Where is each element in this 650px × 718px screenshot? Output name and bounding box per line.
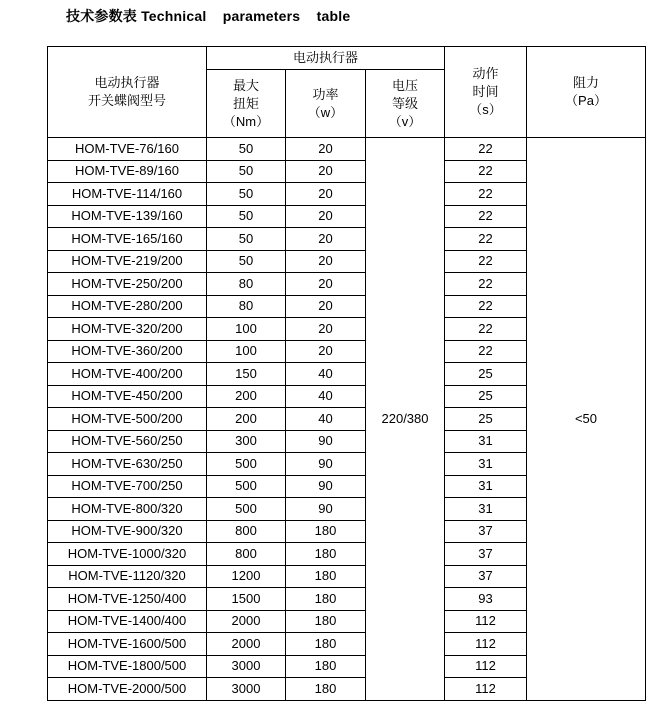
cell-model: HOM-TVE-900/320 bbox=[48, 520, 207, 543]
cell-time: 22 bbox=[445, 318, 527, 341]
header-resistance bbox=[527, 47, 646, 138]
cell-time: 31 bbox=[445, 475, 527, 498]
header-torque bbox=[207, 70, 286, 138]
cell-torque: 80 bbox=[207, 273, 286, 296]
cell-torque: 3000 bbox=[207, 655, 286, 678]
cell-model: HOM-TVE-700/250 bbox=[48, 475, 207, 498]
cell-model: HOM-TVE-1800/500 bbox=[48, 655, 207, 678]
cell-torque: 100 bbox=[207, 340, 286, 363]
cell-time: 93 bbox=[445, 588, 527, 611]
cell-time: 31 bbox=[445, 453, 527, 476]
cell-model: HOM-TVE-400/200 bbox=[48, 363, 207, 386]
cell-model: HOM-TVE-89/160 bbox=[48, 160, 207, 183]
cell-power: 20 bbox=[286, 160, 366, 183]
cell-time: 22 bbox=[445, 205, 527, 228]
cell-time: 31 bbox=[445, 430, 527, 453]
cell-power: 20 bbox=[286, 205, 366, 228]
cell-time: 22 bbox=[445, 340, 527, 363]
cell-model: HOM-TVE-560/250 bbox=[48, 430, 207, 453]
cell-time: 37 bbox=[445, 520, 527, 543]
cell-power: 20 bbox=[286, 340, 366, 363]
cell-time: 112 bbox=[445, 678, 527, 701]
cell-model: HOM-TVE-1250/400 bbox=[48, 588, 207, 611]
table-body bbox=[48, 138, 646, 701]
header-time-line-3: （s） bbox=[469, 102, 502, 117]
cell-torque: 500 bbox=[207, 475, 286, 498]
cell-torque: 50 bbox=[207, 160, 286, 183]
header-actuator-group: 电动执行器 bbox=[207, 47, 445, 70]
cell-model: HOM-TVE-500/200 bbox=[48, 408, 207, 431]
cell-torque: 200 bbox=[207, 385, 286, 408]
cell-time: 25 bbox=[445, 363, 527, 386]
cell-time: 22 bbox=[445, 273, 527, 296]
cell-power: 40 bbox=[286, 408, 366, 431]
cell-model: HOM-TVE-76/160 bbox=[48, 138, 207, 161]
cell-power: 20 bbox=[286, 273, 366, 296]
header-voltage-line-1: 电压 bbox=[391, 77, 418, 93]
cell-torque: 800 bbox=[207, 520, 286, 543]
header-power bbox=[286, 70, 366, 138]
cell-power: 40 bbox=[286, 363, 366, 386]
header-power-line-1: 功率 bbox=[312, 86, 339, 102]
cell-time: 25 bbox=[445, 385, 527, 408]
cell-time: 31 bbox=[445, 498, 527, 521]
cell-power: 20 bbox=[286, 295, 366, 318]
cell-time: 22 bbox=[445, 183, 527, 206]
cell-model: HOM-TVE-320/200 bbox=[48, 318, 207, 341]
cell-time: 25 bbox=[445, 408, 527, 431]
cell-torque: 50 bbox=[207, 205, 286, 228]
header-torque-line-1: 最大 bbox=[232, 77, 259, 93]
cell-power: 20 bbox=[286, 250, 366, 273]
cell-model: HOM-TVE-114/160 bbox=[48, 183, 207, 206]
cell-model: HOM-TVE-360/200 bbox=[48, 340, 207, 363]
cell-model: HOM-TVE-1120/320 bbox=[48, 565, 207, 588]
cell-model: HOM-TVE-1000/320 bbox=[48, 543, 207, 566]
cell-torque: 300 bbox=[207, 430, 286, 453]
cell-torque: 1500 bbox=[207, 588, 286, 611]
header-resistance-line-2: （Pa） bbox=[565, 93, 607, 108]
cell-time: 112 bbox=[445, 610, 527, 633]
cell-model: HOM-TVE-1600/500 bbox=[48, 633, 207, 656]
cell-model: HOM-TVE-630/250 bbox=[48, 453, 207, 476]
header-resistance-line-1: 阻力 bbox=[572, 75, 599, 90]
cell-torque: 800 bbox=[207, 543, 286, 566]
header-model-line-2: 开关蝶阀型号 bbox=[87, 93, 166, 108]
cell-voltage: 220/380 bbox=[366, 138, 445, 701]
header-time-line-2: 时间 bbox=[472, 84, 499, 99]
cell-time: 22 bbox=[445, 160, 527, 183]
cell-time: 22 bbox=[445, 250, 527, 273]
cell-model: HOM-TVE-219/200 bbox=[48, 250, 207, 273]
cell-power: 180 bbox=[286, 565, 366, 588]
cell-power: 180 bbox=[286, 588, 366, 611]
cell-model: HOM-TVE-250/200 bbox=[48, 273, 207, 296]
cell-time: 112 bbox=[445, 655, 527, 678]
cell-torque: 2000 bbox=[207, 610, 286, 633]
cell-power: 90 bbox=[286, 498, 366, 521]
cell-power: 180 bbox=[286, 678, 366, 701]
cell-power: 180 bbox=[286, 520, 366, 543]
header-time-line-1: 动作 bbox=[472, 66, 499, 81]
cell-power: 180 bbox=[286, 610, 366, 633]
table-row bbox=[48, 138, 646, 161]
cell-time: 37 bbox=[445, 565, 527, 588]
header-torque-line-2: 扭矩 bbox=[232, 95, 259, 111]
parameters-table bbox=[47, 46, 646, 701]
header-voltage bbox=[366, 70, 445, 138]
cell-model: HOM-TVE-280/200 bbox=[48, 295, 207, 318]
cell-power: 20 bbox=[286, 228, 366, 251]
cell-time: 22 bbox=[445, 228, 527, 251]
cell-torque: 3000 bbox=[207, 678, 286, 701]
cell-time: 22 bbox=[445, 138, 527, 161]
cell-power: 20 bbox=[286, 138, 366, 161]
cell-torque: 50 bbox=[207, 183, 286, 206]
cell-model: HOM-TVE-450/200 bbox=[48, 385, 207, 408]
cell-model: HOM-TVE-139/160 bbox=[48, 205, 207, 228]
cell-model: HOM-TVE-2000/500 bbox=[48, 678, 207, 701]
cell-torque: 50 bbox=[207, 228, 286, 251]
cell-power: 20 bbox=[286, 318, 366, 341]
cell-torque: 200 bbox=[207, 408, 286, 431]
cell-resistance: <50 bbox=[527, 138, 646, 701]
cell-power: 90 bbox=[286, 430, 366, 453]
header-model-line-1: 电动执行器 bbox=[94, 75, 160, 90]
cell-time: 22 bbox=[445, 295, 527, 318]
header-torque-line-3: （Nm） bbox=[222, 113, 270, 129]
page-title: 技术参数表 Technical parameters table bbox=[66, 8, 351, 24]
cell-time: 112 bbox=[445, 633, 527, 656]
header-time bbox=[445, 47, 527, 138]
cell-power: 90 bbox=[286, 475, 366, 498]
cell-power: 20 bbox=[286, 183, 366, 206]
cell-power: 180 bbox=[286, 543, 366, 566]
header-voltage-line-3: （v） bbox=[388, 113, 422, 129]
cell-power: 180 bbox=[286, 633, 366, 656]
cell-power: 40 bbox=[286, 385, 366, 408]
cell-model: HOM-TVE-1400/400 bbox=[48, 610, 207, 633]
cell-torque: 150 bbox=[207, 363, 286, 386]
header-power-line-2: （w） bbox=[307, 104, 344, 120]
cell-torque: 1200 bbox=[207, 565, 286, 588]
cell-torque: 50 bbox=[207, 138, 286, 161]
cell-torque: 2000 bbox=[207, 633, 286, 656]
cell-power: 180 bbox=[286, 655, 366, 678]
cell-torque: 50 bbox=[207, 250, 286, 273]
cell-torque: 100 bbox=[207, 318, 286, 341]
header-voltage-line-2: 等级 bbox=[391, 95, 418, 111]
cell-model: HOM-TVE-800/320 bbox=[48, 498, 207, 521]
cell-torque: 500 bbox=[207, 453, 286, 476]
cell-model: HOM-TVE-165/160 bbox=[48, 228, 207, 251]
cell-torque: 80 bbox=[207, 295, 286, 318]
cell-time: 37 bbox=[445, 543, 527, 566]
header-model bbox=[48, 47, 207, 138]
cell-power: 90 bbox=[286, 453, 366, 476]
cell-torque: 500 bbox=[207, 498, 286, 521]
